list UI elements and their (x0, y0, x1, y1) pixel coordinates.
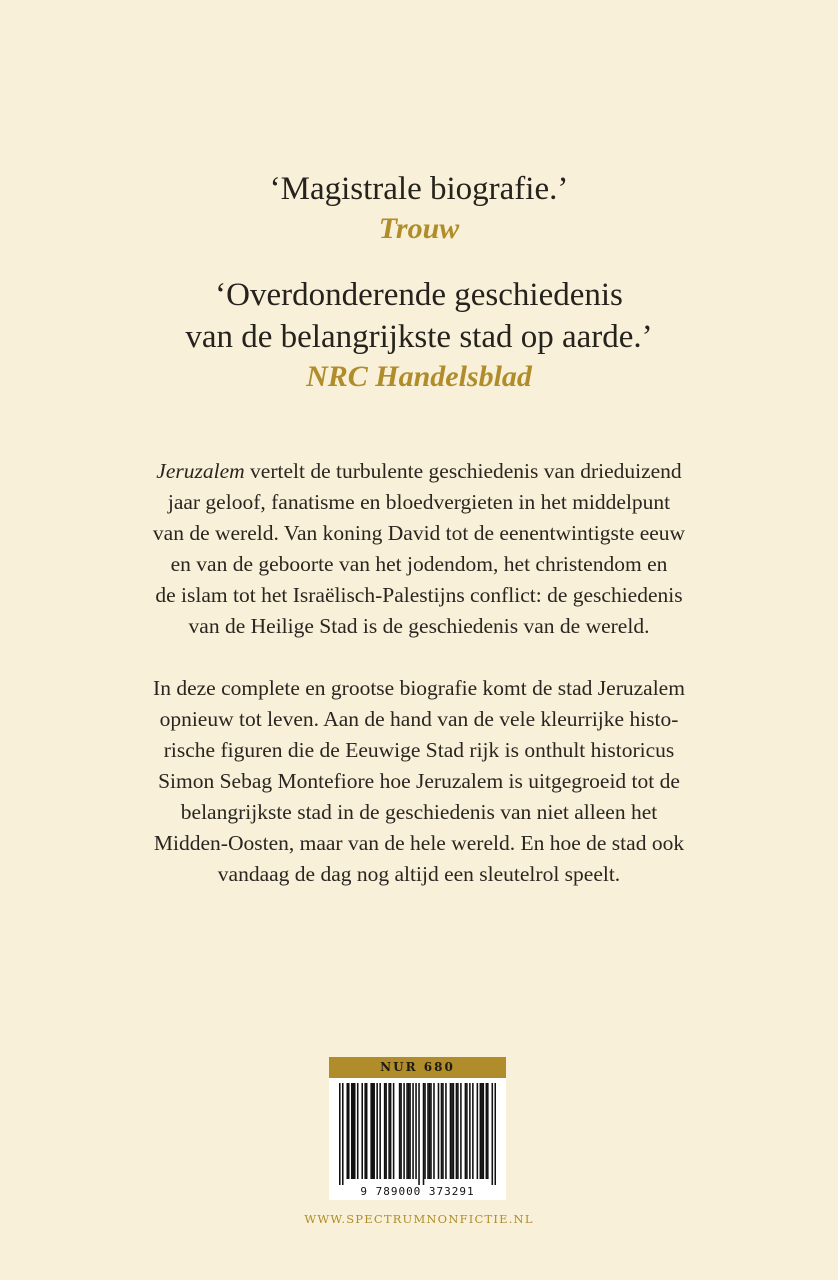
barcode-bar (357, 1083, 359, 1179)
barcode-bar (373, 1083, 375, 1179)
barcode-bar (469, 1083, 471, 1179)
isbn-number: 9 789000 373291 (360, 1185, 475, 1198)
barcode-bar (351, 1083, 353, 1179)
barcode-bar (339, 1083, 341, 1185)
barcode-bar (486, 1083, 488, 1179)
barcode-bar (483, 1083, 485, 1179)
barcode-bar (403, 1083, 405, 1179)
barcode-bar (441, 1083, 443, 1179)
barcode-bar (408, 1083, 410, 1179)
barcode-bar (385, 1083, 387, 1179)
barcode-bar (412, 1083, 414, 1179)
barcode-bar (424, 1083, 426, 1179)
quote-text-line-1: ‘Overdonderende geschiedenis (215, 277, 623, 313)
barcode-bar (492, 1083, 494, 1185)
line: de islam tot het Israëlisch-Palestijns conflict: de geschiedenis (155, 583, 683, 607)
barcode-bar (406, 1083, 408, 1179)
barcode-bar (423, 1083, 425, 1185)
barcode-bar (453, 1083, 455, 1179)
line: Midden-Oosten, maar van de hele wereld. En hoe de stad ook (153, 831, 685, 855)
nur-label: NUR 680 (329, 1057, 506, 1078)
barcode-icon (339, 1083, 496, 1185)
line: belangrijkste stad in de geschiedenis van niet alleen het (180, 800, 658, 824)
line: rische figuren die de Eeuwige Stad rijk is onthult historicus (163, 738, 675, 762)
quote-text-line-2: van de belangrijkste stad op aarde.’ (185, 319, 653, 355)
barcode-bar (430, 1083, 432, 1179)
barcode-bar (442, 1083, 444, 1179)
barcode-bar (460, 1083, 462, 1179)
barcode-bar (348, 1083, 350, 1179)
barcode-bar (388, 1083, 390, 1179)
barcode-bar (400, 1083, 402, 1179)
barcode-bar (366, 1083, 368, 1179)
line: In deze complete en grootse biografie komt de stad Jeruzalem (153, 676, 685, 700)
quote-nrc (0, 274, 838, 396)
barcode-bar (346, 1083, 348, 1179)
barcode-bar (433, 1083, 435, 1179)
barcode-bar (495, 1083, 497, 1185)
barcode-bar (465, 1083, 467, 1179)
line: opnieuw tot leven. Aan de hand van de vele kleurrijke histo- (159, 707, 679, 731)
barcode-bar (352, 1083, 354, 1179)
line: van de wereld. Van koning David tot de eenentwintigste eeuw (152, 521, 686, 545)
barcode-bar (361, 1083, 363, 1179)
line: Simon Sebag Montefiore hoe Jeruzalem is uitgegroeid tot de (158, 769, 680, 793)
barcode-bar (372, 1083, 374, 1179)
quote-trouw (0, 168, 838, 248)
barcode-bar (370, 1083, 372, 1179)
barcode-bar (477, 1083, 479, 1179)
barcode-bar (379, 1083, 381, 1179)
barcode-bar (427, 1083, 429, 1179)
description-paragraph-2 (110, 673, 728, 890)
barcode-bar (409, 1083, 411, 1179)
quote-text: ‘Magistrale biografie.’ (269, 171, 569, 207)
barcode-bar (451, 1083, 453, 1179)
publisher-website: WWW.SPECTRUMNONFICTIE.NL (304, 1212, 534, 1226)
barcode-bar (364, 1083, 366, 1179)
line: Jeruzalem vertelt de turbulente geschiedenis van drieduizend (156, 459, 682, 483)
barcode-bar (438, 1083, 440, 1179)
barcode-bar (481, 1083, 483, 1179)
barcode-bar (487, 1083, 489, 1179)
barcode-bar (418, 1083, 420, 1185)
barcode-bar (390, 1083, 392, 1179)
book-description (110, 456, 728, 890)
description-paragraph-1 (110, 456, 728, 642)
barcode-bar (342, 1083, 344, 1185)
barcode-bar (354, 1083, 356, 1179)
barcode-bar (415, 1083, 417, 1179)
line: jaar geloof, fanatisme en bloedvergieten in het middelpunt (167, 490, 671, 514)
barcode-bar (445, 1083, 447, 1179)
barcode-bar (456, 1083, 458, 1179)
barcode-box (329, 1057, 506, 1200)
quote-source: Trouw (378, 212, 460, 245)
barcode-bar (466, 1083, 468, 1179)
barcode-bar (450, 1083, 452, 1179)
barcode-bar (457, 1083, 459, 1179)
line: en van de geboorte van het jodendom, het christendom en (170, 552, 668, 576)
barcode-bar (376, 1083, 378, 1179)
barcode-bar (393, 1083, 395, 1179)
line: van de Heilige Stad is de geschiedenis van de wereld. (188, 614, 650, 638)
barcode-bar (429, 1083, 431, 1179)
barcode-bar (472, 1083, 474, 1179)
barcode-bar (480, 1083, 482, 1179)
review-quotes (0, 168, 838, 396)
barcode-bar (384, 1083, 386, 1179)
book-title: Jeruzalem (156, 459, 245, 483)
barcode-bar (399, 1083, 401, 1179)
quote-source: NRC Handelsblad (306, 360, 532, 393)
line: vandaag de dag nog altijd een sleutelrol speelt. (217, 862, 621, 886)
